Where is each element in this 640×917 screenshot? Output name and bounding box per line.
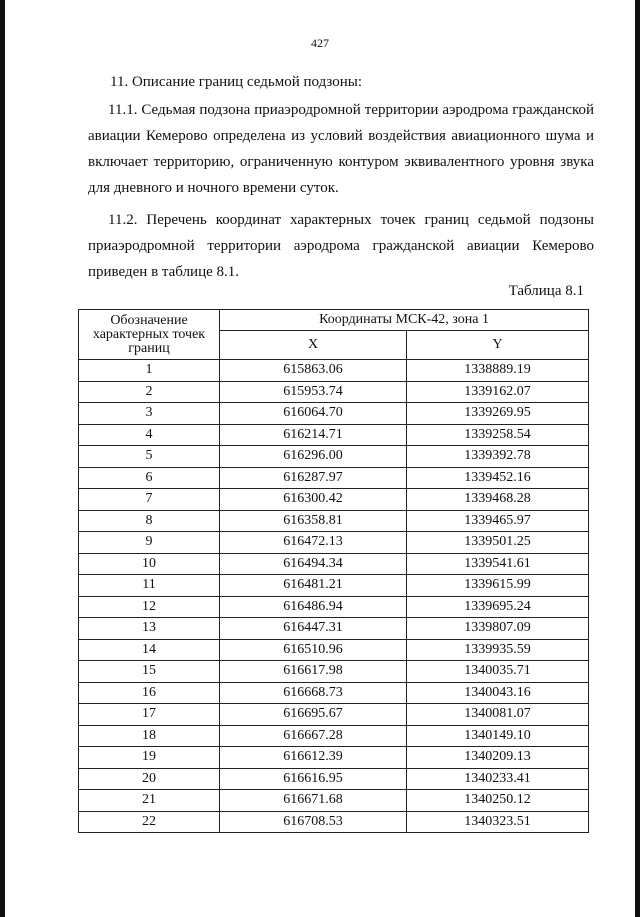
- y-coordinate-cell: 1340149.10: [407, 725, 589, 747]
- point-number-cell: 14: [79, 639, 220, 661]
- point-number-cell: 11: [79, 575, 220, 597]
- paragraph-11-2: 11.2. Перечень координат характерных точек границ седьмой подзоны приаэродромной территории аэродрома гражданской авиации Кемерово приведен в таблице 8.1.: [88, 212, 594, 280]
- point-number-cell: 7: [79, 489, 220, 511]
- point-number-cell: 8: [79, 510, 220, 532]
- x-coordinate-cell: 616287.97: [220, 467, 407, 489]
- table-row: [79, 747, 589, 769]
- point-number-cell: 22: [79, 811, 220, 833]
- y-coordinate-cell: 1340250.12: [407, 790, 589, 812]
- point-number-cell: 17: [79, 704, 220, 726]
- y-coordinate-cell: 1339807.09: [407, 618, 589, 640]
- table-row: [79, 704, 589, 726]
- point-number-cell: 13: [79, 618, 220, 640]
- table-row: [79, 446, 589, 468]
- x-coordinate-cell: 616296.00: [220, 446, 407, 468]
- point-number-cell: 19: [79, 747, 220, 769]
- y-coordinate-cell: 1340323.51: [407, 811, 589, 833]
- table-body: [79, 360, 589, 833]
- point-number-cell: 9: [79, 532, 220, 554]
- y-coordinate-cell: 1339935.59: [407, 639, 589, 661]
- x-coordinate-cell: 616486.94: [220, 596, 407, 618]
- point-number-cell: 18: [79, 725, 220, 747]
- x-coordinate-cell: 616612.39: [220, 747, 407, 769]
- x-coordinate-cell: 616494.34: [220, 553, 407, 575]
- y-coordinate-cell: 1340233.41: [407, 768, 589, 790]
- y-coordinate-cell: 1339501.25: [407, 532, 589, 554]
- point-number-cell: 1: [79, 360, 220, 382]
- x-coordinate-cell: 616447.31: [220, 618, 407, 640]
- y-coordinate-cell: 1339695.24: [407, 596, 589, 618]
- table-row: [79, 618, 589, 640]
- y-coordinate-cell: 1339162.07: [407, 381, 589, 403]
- paragraph-11-1: 11.1. Седьмая подзона приаэродромной территории аэродрома гражданской авиации Кемерово определена из условий воздействия авиационного шума и включает территорию, ограниченную контуром эквивалентного уровня звука для дневного и ночного времени суток.: [88, 102, 594, 196]
- y-coordinate-cell: 1340043.16: [407, 682, 589, 704]
- point-number-cell: 15: [79, 661, 220, 683]
- y-coordinate-cell: 1340035.71: [407, 661, 589, 683]
- x-coordinate-cell: 616472.13: [220, 532, 407, 554]
- x-coordinate-cell: 616668.73: [220, 682, 407, 704]
- table-row: [79, 532, 589, 554]
- x-coordinate-cell: 616708.53: [220, 811, 407, 833]
- x-coordinate-cell: 616481.21: [220, 575, 407, 597]
- point-number-cell: 6: [79, 467, 220, 489]
- table-row: [79, 489, 589, 511]
- table-row: [79, 768, 589, 790]
- y-coordinate-cell: 1339269.95: [407, 403, 589, 425]
- y-coordinate-cell: 1339392.78: [407, 446, 589, 468]
- x-coordinate-cell: 616616.95: [220, 768, 407, 790]
- x-coordinate-cell: 616695.67: [220, 704, 407, 726]
- y-coordinate-cell: 1340081.07: [407, 704, 589, 726]
- point-number-cell: 3: [79, 403, 220, 425]
- table-row: [79, 596, 589, 618]
- table-row: [79, 639, 589, 661]
- x-coordinate-cell: 615953.74: [220, 381, 407, 403]
- point-number-cell: 20: [79, 768, 220, 790]
- table-row: [79, 467, 589, 489]
- y-coordinate-cell: 1339258.54: [407, 424, 589, 446]
- table-row: [79, 553, 589, 575]
- section-heading: 11. Описание границ седьмой подзоны:: [110, 74, 362, 90]
- point-number-cell: 10: [79, 553, 220, 575]
- header-x-label: X: [220, 331, 407, 360]
- x-coordinate-cell: 615863.06: [220, 360, 407, 382]
- scan-border-left: [0, 0, 5, 917]
- y-coordinate-cell: 1339541.61: [407, 553, 589, 575]
- table-row: [79, 661, 589, 683]
- table-row: [79, 682, 589, 704]
- point-number-cell: 2: [79, 381, 220, 403]
- table-row: [79, 790, 589, 812]
- x-coordinate-cell: 616214.71: [220, 424, 407, 446]
- y-coordinate-cell: 1338889.19: [407, 360, 589, 382]
- y-coordinate-cell: 1339452.16: [407, 467, 589, 489]
- point-number-cell: 12: [79, 596, 220, 618]
- point-number-cell: 4: [79, 424, 220, 446]
- table-row: [79, 725, 589, 747]
- header-y-label: Y: [407, 331, 589, 360]
- point-number-cell: 16: [79, 682, 220, 704]
- x-coordinate-cell: 616358.81: [220, 510, 407, 532]
- table-caption: Таблица 8.1: [508, 283, 584, 299]
- point-number-cell: 21: [79, 790, 220, 812]
- header-coords-label: Координаты МСК-42, зона 1: [220, 310, 589, 331]
- table-row: [79, 811, 589, 833]
- coordinates-table: [78, 309, 589, 833]
- table-row: [79, 575, 589, 597]
- x-coordinate-cell: 616671.68: [220, 790, 407, 812]
- y-coordinate-cell: 1339468.28: [407, 489, 589, 511]
- x-coordinate-cell: 616300.42: [220, 489, 407, 511]
- scan-border-right: [635, 0, 640, 917]
- table-row: [79, 360, 589, 382]
- header-point-label: Обозначение характерных точек границ: [79, 310, 220, 360]
- x-coordinate-cell: 616510.96: [220, 639, 407, 661]
- point-number-cell: 5: [79, 446, 220, 468]
- y-coordinate-cell: 1339615.99: [407, 575, 589, 597]
- y-coordinate-cell: 1340209.13: [407, 747, 589, 769]
- y-coordinate-cell: 1339465.97: [407, 510, 589, 532]
- x-coordinate-cell: 616064.70: [220, 403, 407, 425]
- table-row: [79, 403, 589, 425]
- table-row: [79, 510, 589, 532]
- page-number: 427: [311, 36, 329, 50]
- table-row: [79, 424, 589, 446]
- x-coordinate-cell: 616617.98: [220, 661, 407, 683]
- table-row: [79, 381, 589, 403]
- x-coordinate-cell: 616667.28: [220, 725, 407, 747]
